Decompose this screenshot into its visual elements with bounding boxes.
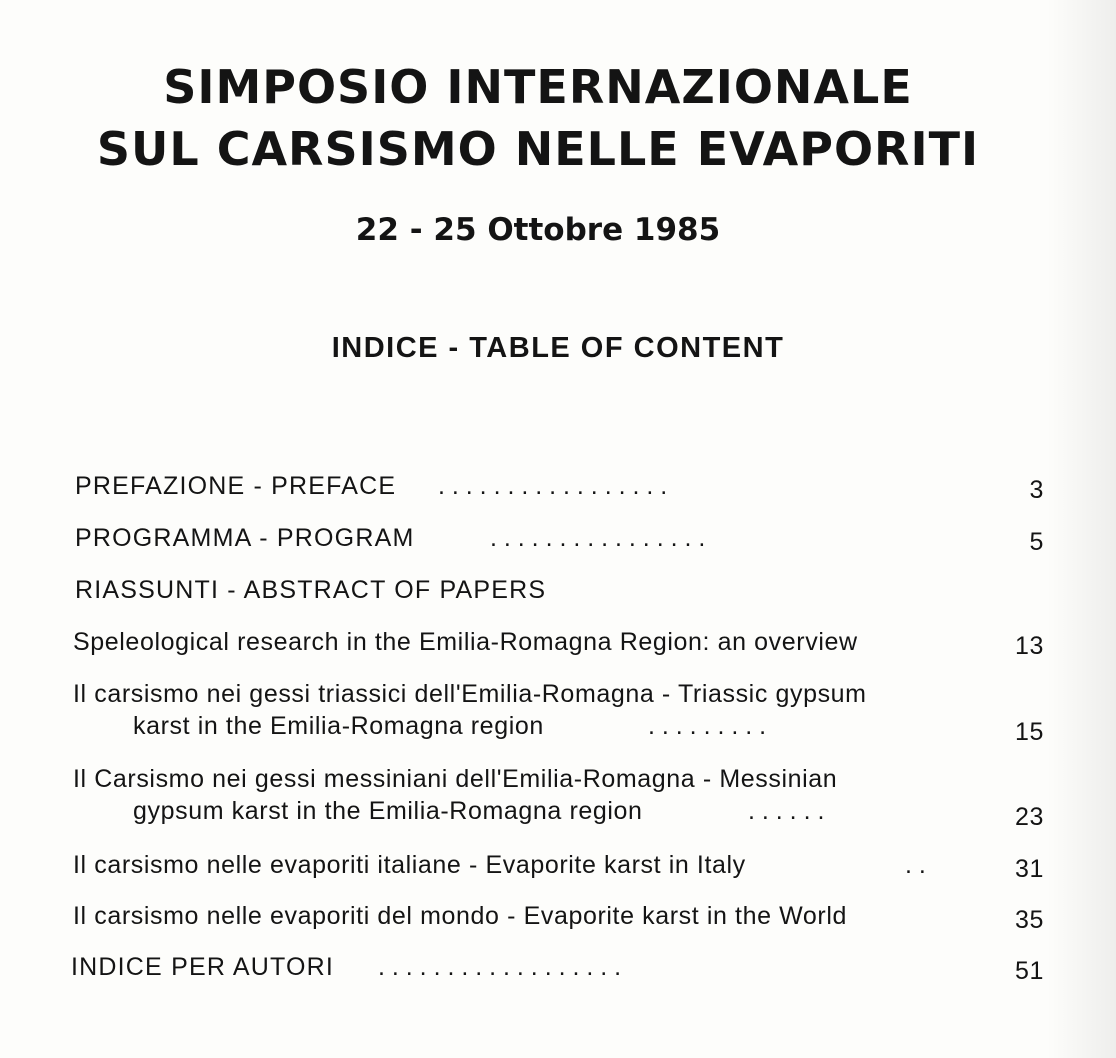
toc-entry-title-continued: karst in the Emilia-Romagna region [133,712,544,740]
toc-entry-title: PROGRAMMA - PROGRAM [75,524,415,552]
title-line-1: SIMPOSIO INTERNAZIONALE [163,60,913,114]
dot-leader: . . . . . . . . . . . . . . . . [490,524,706,552]
page-number: 3 [1029,476,1044,504]
dot-leader: . . . . . . . . . [648,712,767,740]
toc-entry-title: Il carsismo nelle evaporiti italiane - Evaporite karst in Italy [73,851,746,879]
toc-entry-title: Il carsismo nelle evaporiti del mondo - Evaporite karst in the World [73,902,847,930]
page-number: 51 [1014,957,1044,985]
toc-entry-title: INDICE PER AUTORI [71,953,335,981]
page-number: 13 [1014,632,1044,660]
toc-entry-title-continued: gypsum karst in the Emilia-Romagna region [133,797,643,825]
toc-entry-title: Il carsismo nei gessi triassici dell'Emilia-Romagna - Triassic gypsum [73,680,867,708]
dot-leader: . . . . . . . . . . . . . . . . . . [378,953,622,981]
toc-entry-title: Speleological research in the Emilia-Romagna Region: an overview [73,628,858,656]
toc-entry-title: Il Carsismo nei gessi messiniani dell'Emilia-Romagna - Messinian [73,765,838,793]
toc-entry-title: PREFAZIONE - PREFACE [75,472,397,500]
page-number: 15 [1014,718,1044,746]
page-number: 23 [1014,803,1044,831]
dot-leader: . . [905,851,926,879]
toc-heading: INDICE - TABLE OF CONTENT [331,332,785,364]
page-number: 5 [1029,528,1044,556]
event-dates: 22 - 25 Ottobre 1985 [355,212,721,248]
dot-leader: . . . . . . [748,797,825,825]
page-number: 35 [1014,906,1044,934]
page-number: 31 [1014,855,1044,883]
title-line-2: SUL CARSISMO NELLE EVAPORITI [96,122,980,176]
dot-leader: . . . . . . . . . . . . . . . . . [438,472,668,500]
toc-section-title: RIASSUNTI - ABSTRACT OF PAPERS [75,576,547,604]
